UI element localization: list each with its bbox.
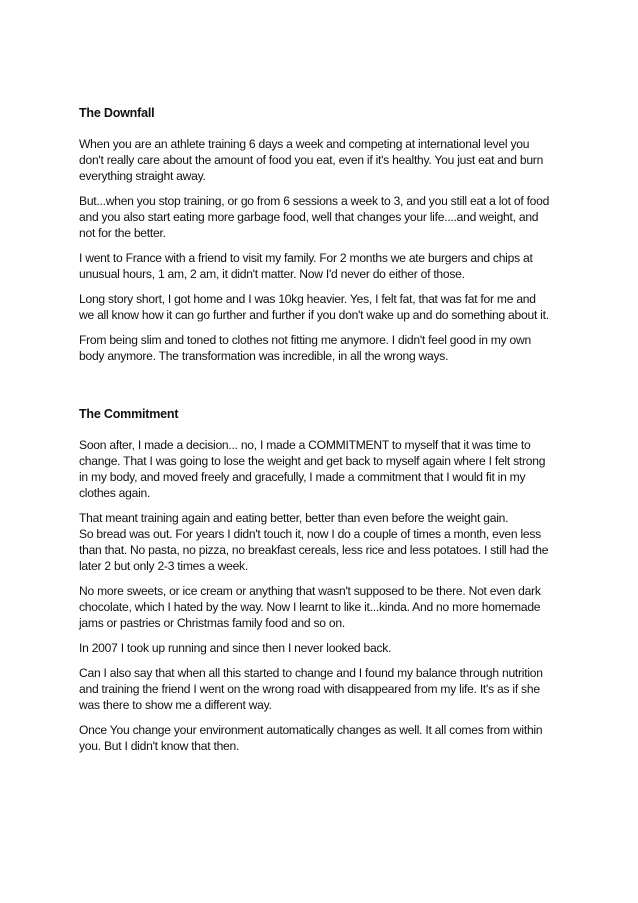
paragraph <box>79 722 559 754</box>
text-line: don't really care about the amount of food you eat, even if it's healthy. You just eat and burn <box>79 153 544 167</box>
text-line: not for the better. <box>79 226 166 240</box>
text-line: we all know how it can go further and further if you don't wake up and do something about it. <box>79 308 549 322</box>
text-line: So bread was out. For years I didn't touch it, now I do a couple of times a month, even less <box>79 527 541 541</box>
paragraph <box>79 291 559 323</box>
text-line: In 2007 I took up running and since then I never looked back. <box>79 641 392 655</box>
text-line: jams or pastries or Christmas family food and so on. <box>79 616 345 630</box>
text-line: That meant training again and eating better, better than even before the weight gain. <box>79 511 509 525</box>
text-line: everything straight away. <box>79 169 206 183</box>
text-line: clothes again. <box>79 486 151 500</box>
paragraph <box>79 437 559 501</box>
paragraph <box>79 583 559 631</box>
text-line: you. But I didn't know that then. <box>79 739 240 753</box>
paragraph <box>79 665 559 713</box>
paragraph <box>79 136 559 184</box>
paragraph <box>79 193 559 241</box>
paragraph <box>79 640 559 656</box>
paragraph <box>79 250 559 282</box>
text-line: than that. No pasta, no pizza, no breakfast cereals, less rice and less potatoes. I still had the <box>79 543 549 557</box>
text-line: Can I also say that when all this started to change and I found my balance through nutrition <box>79 666 543 680</box>
text-line: was there to show me a different way. <box>79 698 272 712</box>
text-line: body anymore. The transformation was incredible, in all the wrong ways. <box>79 349 449 363</box>
paragraph <box>79 510 559 574</box>
text-line: But...when you stop training, or go from 6 sessions a week to 3, and you still eat a lot of food <box>79 194 550 208</box>
section-title-commitment: The Commitment <box>79 407 179 421</box>
text-line: When you are an athlete training 6 days a week and competing at international level you <box>79 137 530 151</box>
paragraph <box>79 332 559 364</box>
text-line: Soon after, I made a decision... no, I made a COMMITMENT to myself that it was time to <box>79 438 531 452</box>
text-line: change. That I was going to lose the weight and get back to myself again where I felt strong <box>79 454 546 468</box>
text-line: No more sweets, or ice cream or anything that wasn't supposed to be there. Not even dark <box>79 584 541 598</box>
text-line: I went to France with a friend to visit my family. For 2 months we ate burgers and chips at <box>79 251 533 265</box>
text-line: in my body, and moved freely and gracefully, I made a commitment that I would fit in my <box>79 470 526 484</box>
text-line: and training the friend I went on the wrong road with disappeared from my life. It's as if she <box>79 682 540 696</box>
document-body <box>79 105 559 754</box>
text-line: later 2 but only 2-3 times a week. <box>79 559 248 573</box>
text-line: and you also start eating more garbage food, well that changes your life....and weight, and <box>79 210 539 224</box>
text-line: Long story short, I got home and I was 10kg heavier. Yes, I felt fat, that was fat for me and <box>79 292 536 306</box>
text-line: chocolate, which I hated by the way. Now I learnt to like it...kinda. And no more homemade <box>79 600 541 614</box>
text-line: From being slim and toned to clothes not fitting me anymore. I didn't feel good in my own <box>79 333 531 347</box>
section-title-downfall: The Downfall <box>79 106 155 120</box>
text-line: Once You change your environment automatically changes as well. It all comes from within <box>79 723 543 737</box>
text-line: unusual hours, 1 am, 2 am, it didn't matter. Now I'd never do either of those. <box>79 267 465 281</box>
